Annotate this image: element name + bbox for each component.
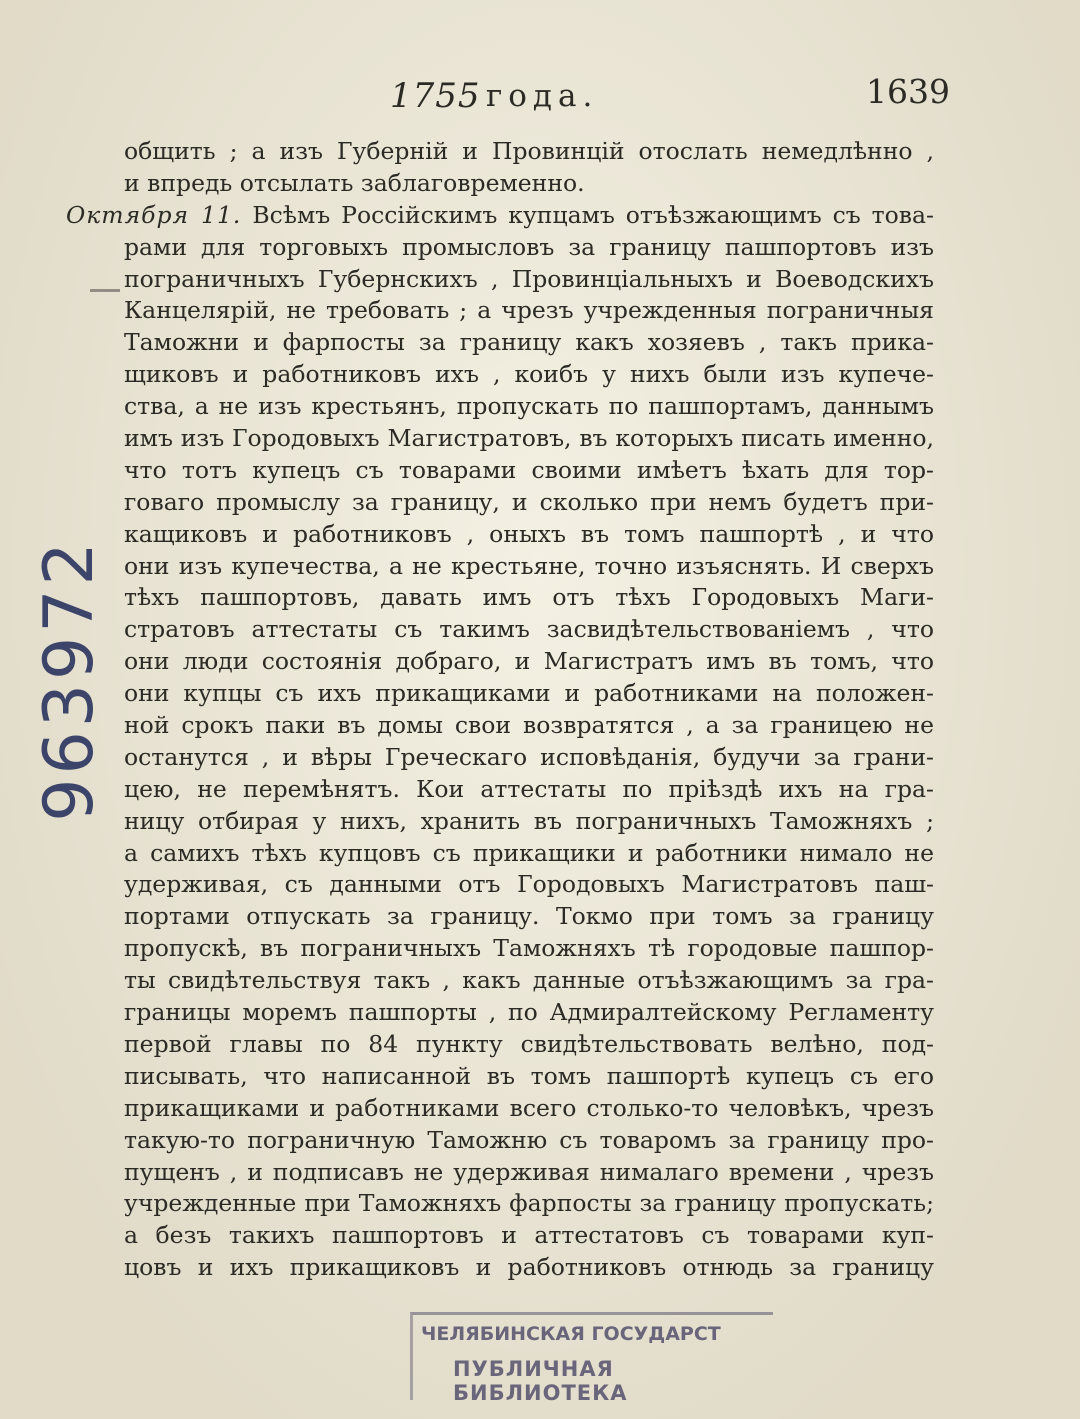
text-line: и впредь отсылать заблаговременно. bbox=[124, 168, 585, 197]
entry-first-text: Всѣмъ Россійскимъ купцамъ отъѣзжающимъ съ това- bbox=[252, 200, 934, 229]
stamp-line-2: ПУБЛИЧНАЯ БИБЛИОТЕКА bbox=[453, 1357, 628, 1405]
text-line: а безъ такихъ пашпортовъ и аттестатовъ съ товарами куп- bbox=[124, 1221, 934, 1250]
text-line: первой главы по 84 пункту свидѣтельствовать велѣно, под- bbox=[124, 1029, 934, 1058]
text-line: границы моремъ пашпорты , по Адмиралтейскому Регламенту bbox=[124, 998, 934, 1027]
text-line: они купцы съ ихъ прикащиками и работниками на положен- bbox=[124, 679, 934, 708]
text-line: ства, а не изъ крестьянъ, пропускать по пашпортамъ, даннымъ bbox=[124, 392, 934, 421]
text-line: рами для торговыхъ промысловъ за границу пашпортовъ изъ bbox=[124, 232, 934, 261]
text-line: ты свидѣтельствуя такъ , какъ данные отъѣзжающимъ за гра- bbox=[124, 966, 934, 995]
text-line: что тотъ купецъ съ товарами своими имѣетъ ѣхать для тор- bbox=[124, 455, 934, 484]
text-line: останутся , и вѣры Греческаго исповѣданія, будучи за грани- bbox=[124, 742, 934, 771]
text-line: пропускѣ, въ пограничныхъ Таможняхъ тѣ городовые пашпор- bbox=[124, 934, 934, 963]
margin-mark bbox=[90, 289, 120, 292]
text-line: говаго промыслу за границу, и сколько при немъ будетъ при- bbox=[124, 487, 934, 516]
text-line: удерживая, съ данными отъ Городовыхъ Магистратовъ паш- bbox=[124, 870, 934, 899]
text-line: ной срокъ паки въ домы свои возвратятся , а за границею не bbox=[124, 711, 934, 740]
text-line: стратовъ аттестаты съ такимъ засвидѣтельствованіемъ , что bbox=[124, 615, 934, 644]
text-line: Таможни и фарпосты за границу какъ хозяевъ , такъ прика- bbox=[124, 328, 934, 357]
inventory-number: 963972 bbox=[30, 538, 109, 822]
header-year: 1755 bbox=[390, 76, 481, 116]
text-line: цею, не перемѣнятъ. Кои аттестаты по пріѣздѣ ихъ на гра- bbox=[124, 774, 934, 803]
text-line: а самихъ тѣхъ купцовъ съ прикащики и работники нимало не bbox=[124, 838, 934, 867]
text-line: цовъ и ихъ прикащиковъ и работниковъ отнюдь за границу bbox=[124, 1253, 934, 1282]
text-line: они изъ купечества, а не крестьяне, точно изъяснять. И сверхъ bbox=[124, 551, 934, 580]
stamp-line-1: ЧЕЛЯБИНСКАЯ ГОСУДАРСТ bbox=[421, 1323, 721, 1345]
entry-date: Октября 11. bbox=[66, 200, 242, 229]
entry-first-line bbox=[66, 200, 934, 232]
text-line: они люди состоянія добраго, и Магистратъ имъ въ томъ, что bbox=[124, 647, 934, 676]
text-line: портами отпускать за границу. Токмо при томъ за границу bbox=[124, 902, 934, 931]
page-number: 1639 bbox=[866, 72, 950, 111]
text-line: пограничныхъ Губернскихъ , Провинціальныхъ и Воеводскихъ bbox=[124, 264, 934, 293]
text-line: писывать, что написанной въ томъ пашпортѣ купецъ съ его bbox=[124, 1061, 934, 1090]
text-line: такую-то пограничную Таможню съ товаромъ за границу про- bbox=[124, 1125, 934, 1154]
text-line: тѣхъ пашпортовъ, давать имъ отъ тѣхъ Городовыхъ Маги- bbox=[124, 583, 934, 612]
text-line: ницу отбирая у нихъ, хранить въ пограничныхъ Таможняхъ ; bbox=[124, 806, 934, 835]
text-line: Канцелярій, не требовать ; а чрезъ учрежденныя пограничныя bbox=[124, 296, 934, 325]
text-line: имъ изъ Городовыхъ Магистратовъ, въ которыхъ писать именно, bbox=[124, 424, 934, 453]
text-line: общить ; а изъ Губерній и Провинцій отослать немедлѣнно , bbox=[124, 137, 934, 165]
text-line: пущенъ , и подписавъ не удерживая нималаго времени , чрезъ bbox=[124, 1157, 934, 1186]
text-line: учрежденные при Таможняхъ фарпосты за границу пропускать; bbox=[124, 1189, 934, 1218]
header-word: года. bbox=[486, 78, 599, 114]
text-line: щиковъ и работниковъ ихъ , коибъ у нихъ были изъ купече- bbox=[124, 360, 934, 389]
text-line: прикащиками и работниками всего столько-то человѣкъ, чрезъ bbox=[124, 1093, 934, 1122]
text-line: кащиковъ и работниковъ , оныхъ въ томъ пашпортѣ , и что bbox=[124, 519, 934, 548]
library-stamp bbox=[410, 1312, 773, 1405]
